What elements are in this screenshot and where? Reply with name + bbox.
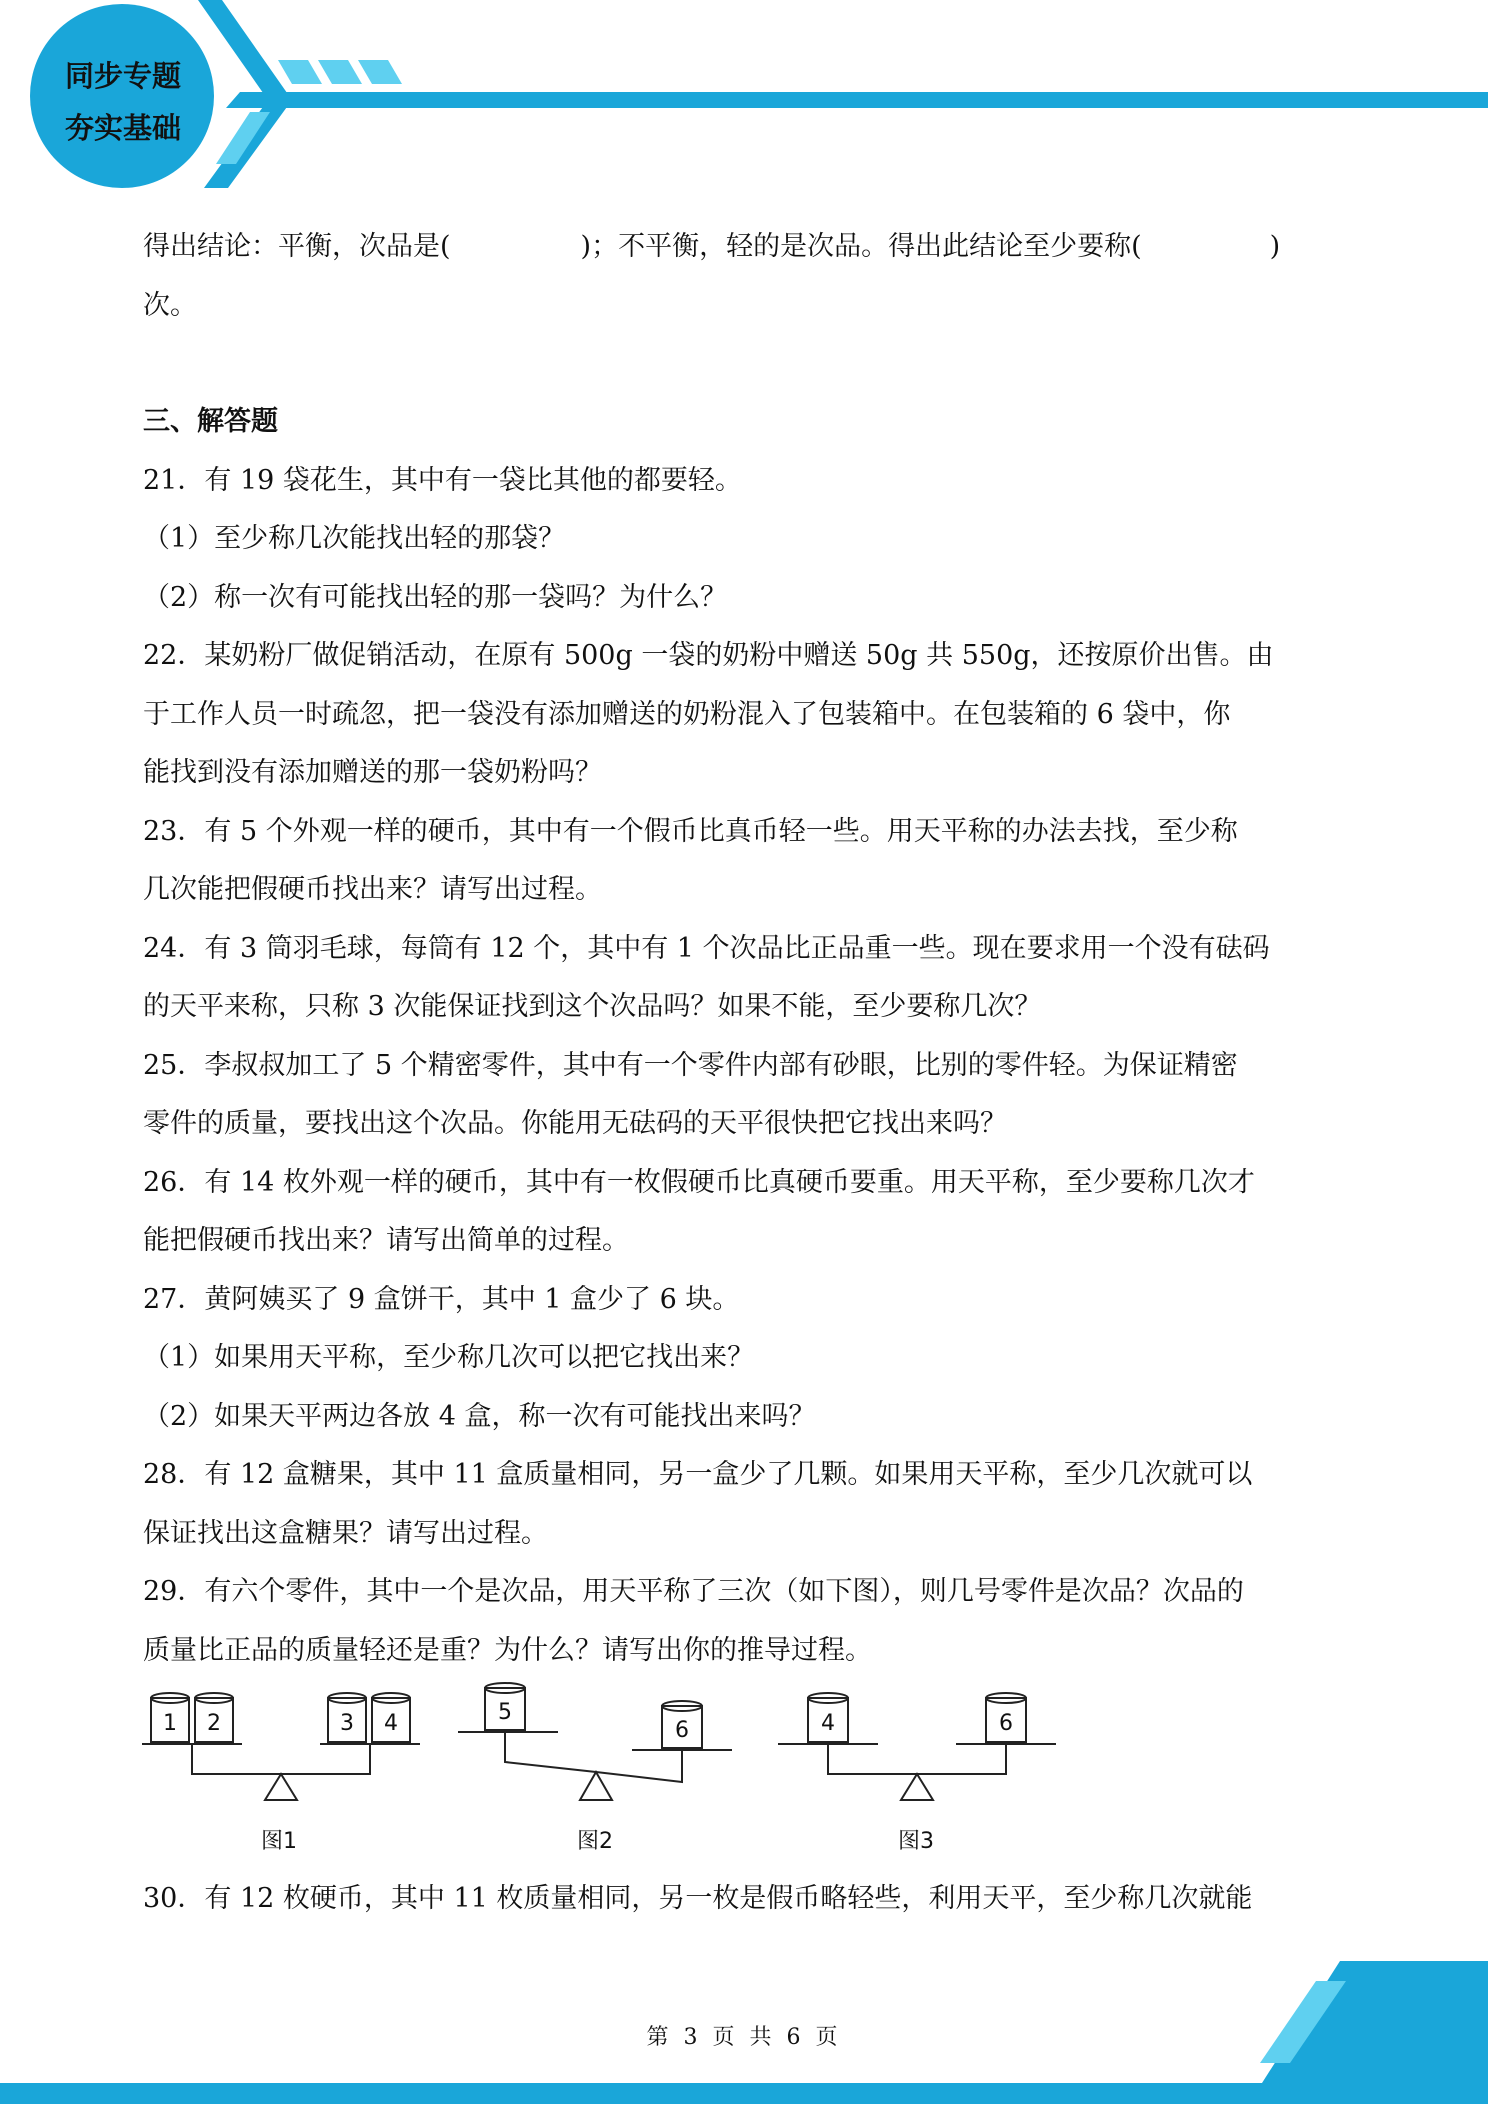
question-25: 25．李叔叔加工了 5 个精密零件，其中有一个零件内部有砂眼，比别的零件轻。为保证精密 xyxy=(143,1049,1238,1081)
question-24-line-2: 的天平来称，只称 3 次能保证找到这个次品吗？如果不能，至少要称几次？ xyxy=(143,991,1042,1022)
balance-figures xyxy=(140,1678,1060,1858)
question-21: 21．有 19 袋花生，其中有一袋比其他的都要轻。 xyxy=(143,464,742,496)
figure-1-balance xyxy=(142,1693,420,1800)
document-body xyxy=(143,218,1353,1680)
question-29: 29．有六个零件，其中一个是次品，用天平称了三次（如下图），则几号零件是次品？次品的 xyxy=(143,1576,1244,1607)
question-24: 24．有 3 筒羽毛球，每筒有 12 个，其中有 1 个次品比正品重一些。现在要求用一个没有砝码 xyxy=(143,932,1270,964)
conclusion-line: 得出结论：平衡，次品是( )；不平衡，轻的是次品。得出此结论至少要称( ) xyxy=(143,231,1281,262)
question-27-part-1: （1）如果用天平称，至少称几次可以把它找出来？ xyxy=(143,1342,755,1373)
question-30: 30．有 12 枚硬币，其中 11 枚质量相同，另一枚是假币略轻些，利用天平，至少称几次就能 xyxy=(143,1883,1253,1914)
question-26-line-2: 能把假硬币找出来？请写出简单的过程。 xyxy=(143,1225,629,1256)
can-label: 1 xyxy=(163,1711,177,1736)
question-21-part-1: （1）至少称几次能找出轻的那袋？ xyxy=(143,523,566,554)
badge-line-2: 夯实基础 xyxy=(64,111,181,145)
figure-3-balance xyxy=(778,1693,1056,1800)
badge-line-1: 同步专题 xyxy=(64,59,181,93)
page-number: 第 3 页 共 6 页 xyxy=(646,2025,842,2050)
conclusion-line-2: 次。 xyxy=(143,289,197,321)
question-22-line-3: 能找到没有添加赠送的那一袋奶粉吗？ xyxy=(143,757,602,788)
question-25-line-2: 零件的质量，要找出这个次品。你能用无砝码的天平很快把它找出来吗？ xyxy=(143,1108,1007,1139)
question-22-line-2: 于工作人员一时疏忽，把一袋没有添加赠送的奶粉混入了包装箱中。在包装箱的 6 袋中，你 xyxy=(143,698,1231,730)
can-label: 6 xyxy=(999,1711,1013,1736)
question-23-line-2: 几次能把假硬币找出来？请写出过程。 xyxy=(143,874,602,905)
question-21-part-2: （2）称一次有可能找出轻的那一袋吗？为什么？ xyxy=(143,581,728,613)
figure-caption: 图1 xyxy=(261,1829,297,1854)
can-label: 5 xyxy=(498,1700,512,1725)
figure-caption: 图2 xyxy=(577,1829,613,1854)
figure-caption: 图3 xyxy=(898,1829,934,1854)
question-28: 28．有 12 盒糖果，其中 11 盒质量相同，另一盒少了几颗。如果用天平称，至少几次就可以 xyxy=(143,1459,1253,1490)
can-label: 4 xyxy=(384,1711,398,1736)
question-27-part-2: （2）如果天平两边各放 4 盒，称一次有可能找出来吗？ xyxy=(143,1400,816,1432)
header-badge-text xyxy=(38,50,208,154)
section-heading: 三、解答题 xyxy=(143,406,278,437)
question-27: 27．黄阿姨买了 9 盒饼干，其中 1 盒少了 6 块。 xyxy=(143,1283,740,1315)
question-22: 22．某奶粉厂做促销活动，在原有 500g 一袋的奶粉中赠送 50g 共 550g，还按原价出售。由 xyxy=(143,640,1274,671)
question-29-line-2: 质量比正品的质量轻还是重？为什么？请写出你的推导过程。 xyxy=(143,1634,872,1666)
can-label: 6 xyxy=(675,1718,689,1743)
can-label: 4 xyxy=(821,1711,835,1736)
can-label: 3 xyxy=(340,1711,354,1736)
question-23: 23．有 5 个外观一样的硬币，其中有一个假币比真币轻一些。用天平称的办法去找，至少称 xyxy=(143,815,1238,847)
header-banner xyxy=(0,0,1488,200)
question-26: 26．有 14 枚外观一样的硬币，其中有一枚假硬币比真硬币要重。用天平称，至少要称几次才 xyxy=(143,1166,1255,1198)
can-label: 2 xyxy=(207,1711,221,1736)
question-28-line-2: 保证找出这盒糖果？请写出过程。 xyxy=(143,1517,548,1549)
